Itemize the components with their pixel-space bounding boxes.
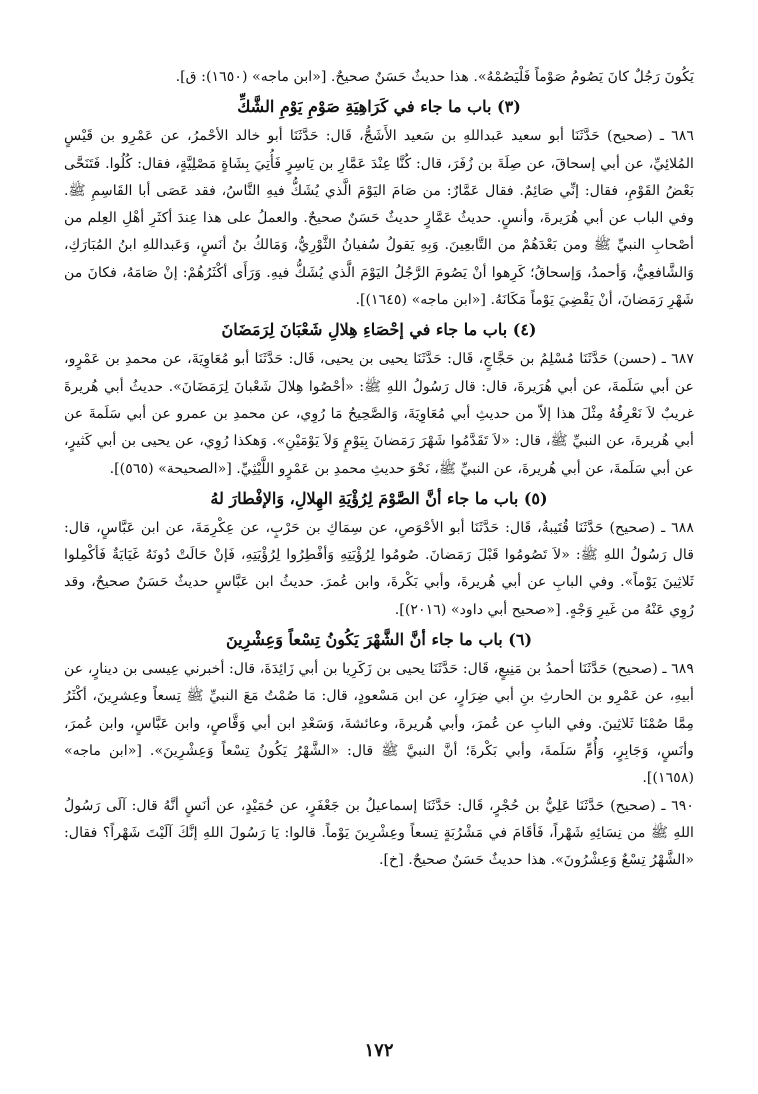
page-content [64,64,694,874]
hadith-689: ٦٨٩ ـ (صحيح) حَدَّثَنَا أحمدُ بن مَنِيعٍ، قَال: حَدَّثَنَا يحيى بن زَكَرِيا بن أبي زَائِدَةَ، قال: أخبرني عِيسى بن دينارٍ، عن أبيهِ، عن عَمْرِو بن الحارثِ بنِ أبي ضِرَارٍ، عن ابن مَسْعودٍ، قال: مَا صُمْتُ مَعَ النبيِّ ﷺ تِسعاً وعِشرِينَ، أكْثَرُ مِمَّا صُمْنَا ثَلاثِينَ. وفي البابِ عن عُمرَ، وأبي هُريرةَ، وعائشةَ، وَسَعْدِ ابن أبي وَقَّاصٍ، وابن عَبَّاسٍ، وابن عُمرَ، وأنَسٍ، وَجَابِرٍ، وَأُمِّ سَلَمةَ، وأبي بَكْرةَ؛ أنَّ النبيَّ ﷺ قال: «الشَّهْرُ يَكُونُ تِسْعاً وَعِشْرِينَ». [«ابن ماجه» (١٦٥٨)]. [64,661,694,787]
chapter-heading-6: (٦) باب ما جاء أنَّ الشَّهْرَ يَكُونُ تِسْعاً وَعِشْرِينَ [225,630,533,650]
hadith-690: ٦٩٠ ـ (صحيح) حَدَّثَنَا عَلِيُّ بن حُجْرٍ، قَال: حَدَّثَنَا إسماعيلُ بن جَعْفَرٍ، عن حُمَيْدٍ، عن أنَسٍ أنَّهُ قال: آلَى رَسُولُ اللهِ ﷺ من نِسَائِهِ شَهْراً، فَأقَامَ في مَشْرُبَةٍ تِسعاً وعِشْرِينَ يَوْماً. قالوا: يَا رَسُولَ اللهِ إنَّكَ آلَيْتَ شَهْراً؟ فقال: «الشَّهْرُ تِسْعٌ وَعِشْرُونَ». هذا حديثٌ حَسَنٌ صحيحٌ. [خ]. [64,797,694,869]
hadith-686: ٦٨٦ ـ (صحيح) حَدَّثَنَا أبو سعيد عَبداللهِ بن سَعيد الأَشَجُّ، قَال: حَدَّثَنَا أبو خالد الأحْمرُ، عن عَمْرِو بن قَيْسٍ المُلائِيِّ، عن أبي إسحاقَ، عن صِلَةَ بن زُفَرَ، قال: كُنَّا عِنْدَ عَمَّارِ بن يَاسِرٍ فَأُتِيَ بِشَاةٍ مَصْلِيَّةٍ، فقال: كُلُوا. فَتَنَحَّى بَعْضُ القَوْمِ، فقال: إنِّي صَائِمٌ. فقال عَمَّارٌ: من صَامَ اليَوْمَ الَّذي يُشَكُّ فيهِ النَّاسُ، فقد عَصَى أبا القَاسِمِ ﷺ. وفي الباب عن أبي هُرَيرةَ، وأنسٍ. حديثُ عَمَّارٍ حديثٌ حَسَنٌ صحيحٌ. والعملُ على هذا عِندَ أكثَرِ أهْلِ العِلم من أصْحابِ النبيِّ ﷺ ومن بَعْدَهُمْ من التَّابعِينَ. وَبِهِ يَقولُ سُفيانُ الثَّوْرِيُّ، وَمَالكُ بنُ أنَسٍ، وَعَبداللهِ ابنُ المُبَارَكِ، وَالشَّافعِيُّ، وَأحمدُ، وَإسحاقُ؛ كَرِهوا أنْ يَصُومَ الرَّجُلُ اليَوْمَ الَّذي يُشَكُّ فيهِ. وَرَأَى أكْثَرُهُمْ: إنْ صَامَهُ، فكانَ من شَهْرِ رَمَضانَ، أنْ يَقْضِيَ يَوْماً مَكَانَهُ. [«ابن ماجه» (١٦٤٥)]. [64,128,694,309]
chapter-heading-4: (٤) باب ما جاء في إحْصَاءِ هِلالِ شَعْبَانَ لِرَمَضَانَ [221,320,537,340]
hadith-687: ٦٨٧ ـ (حسن) حَدَّثَنَا مُسْلِمُ بن حَجَّاجٍ، قَال: حَدَّثَنَا يحيى بن يحيى، قَال: حَدَّثَنَا أبو مُعَاوِيَةَ، عن محمدِ بن عَمْرٍو، عن أبي سَلَمةَ، عن أبي هُرَيرةَ، قال: قال رَسُولُ اللهِ ﷺ: «أحْصُوا هِلالَ شَعْبانَ لِرَمَضَانَ». حديثُ أبي هُريرةَ غريبٌ لاَ نَعْرِفُهُ مِثْلَ هذا إلاّ من حديثِ أبي مُعَاوِيَةَ، وَالصَّحِيحُ مَا رُوِي، عن محمدِ بن عمرو عن أبي سَلَمةَ عن أبي هُريرةَ، عن النبيِّ ﷺ، قال: «لاَ تَقَدَّمُوا شَهْرَ رَمَضانَ بِيَوْمٍ وَلاَ يَوْمَيْنِ». وَهكذا رُوِي، عن يحيى بن أبي كَثيرٍ، عن أبي سَلَمةَ، عن أبي هُريرةَ، عن النبيِّ ﷺ، نَحْوَ حديثِ محمدِ بن عَمْرٍو اللَّيْثِيِّ. [«الصحيحة» (٥٦٥)]. [64,351,694,477]
page-number: ١٧٢ [364,1040,394,1061]
paragraph-continuation: يَكُونَ رَجُلٌ كانَ يَصُومُ صَوْماً فَلْيَصُمْهُ». هذا حديثٌ حَسَنٌ صحيحٌ. [«ابن ماجه» (١٦٥٠): ق]. [175,69,694,85]
hadith-688: ٦٨٨ ـ (صحيح) حَدَّثَنَا قُتَيبةُ، قَال: حَدَّثَنَا أبو الأحْوَصِ، عن سِمَاكِ بن حَرْبٍ، عن عِكْرِمَةَ، عن ابن عَبَّاسٍ، قال: قال رَسُولُ اللهِ ﷺ: «لاَ تَصُومُوا قَبْلَ رَمَضانَ. صُومُوا لِرُؤْيَتِهِ وَأفْطِرُوا لِرُؤْيَتِهِ، فَإنْ حَالَتْ دُونَهُ غَيَايَةٌ فَأكْمِلوا ثَلاثِينَ يَوْماً». وفي البابِ عن أبي هُريرةَ، وأبي بَكْرةَ، وابن عُمرَ. حديثُ ابن عَبَّاسٍ حديثٌ حَسَنٌ صحيحٌ، وقد رُوِي عَنْهُ من غَيرِ وَجْهٍ. [«صحيح أبي داود» (٢٠١٦)]. [64,519,694,618]
chapter-heading-5: (٥) باب ما جاء أنَّ الصَّوْمَ لِرُؤْيَةِ الهِلالِ، وَالإفْطارَ لهُ [210,488,548,508]
chapter-heading-3: (٣) باب ما جاء في كَرَاهِيَةِ صَوْمِ يَوْمِ الشَّكِّ [237,97,521,117]
